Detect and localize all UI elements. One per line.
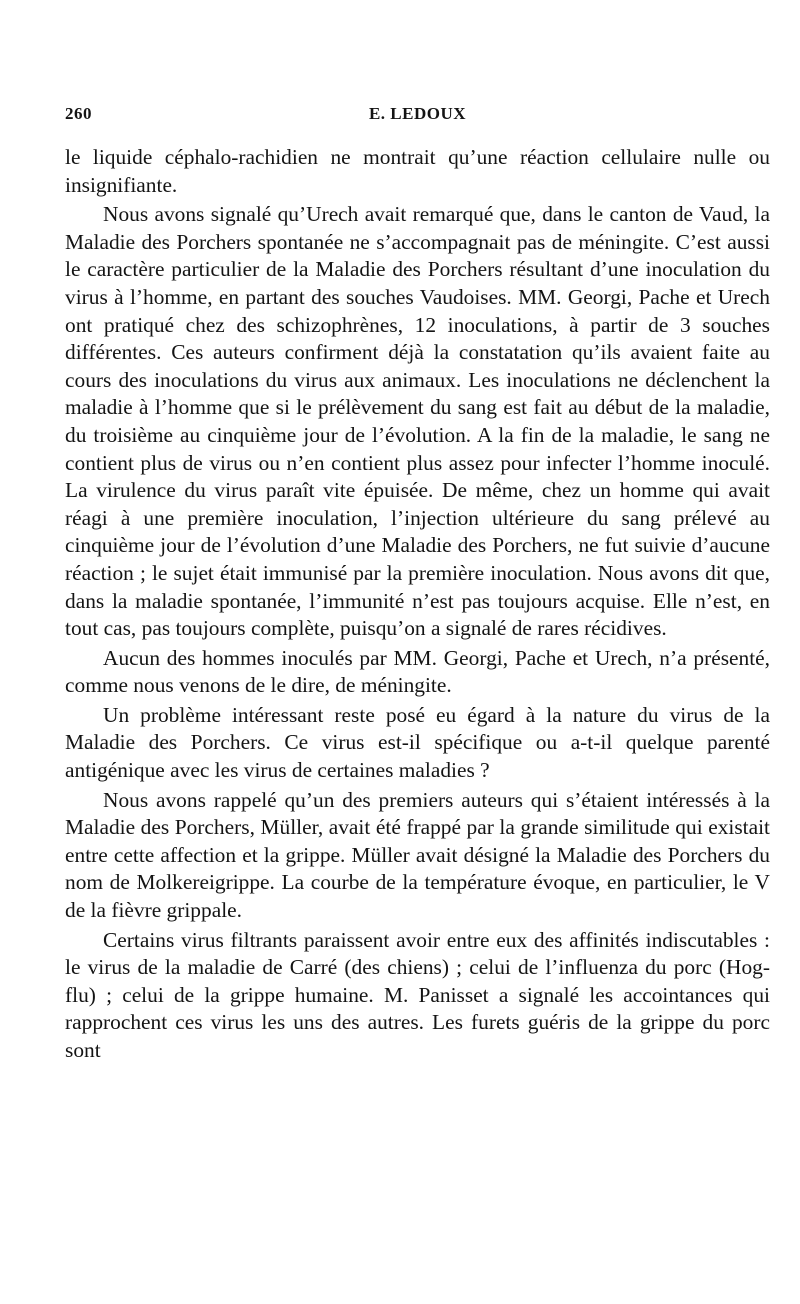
paragraph-5: Nous avons rappelé qu’un des premiers auteurs qui s’étaient intéressés à la Maladie des Porchers, Müller, avait été frappé par la grande similitude qui existait entre cette affection et la grippe. Müller avait désigné la Maladie des Porchers du nom de Molkereigrippe. La courbe de la température évoque, en particulier, le V de la fièvre grippale.	[65, 787, 770, 923]
paragraph-4: Un problème intéressant reste posé eu égard à la nature du virus de la Maladie des Porchers. Ce virus est-il spécifique ou a-t-il quelque parenté antigénique avec les virus de certaines maladies ?	[65, 702, 770, 783]
paragraph-3: Aucun des hommes inoculés par MM. Georgi, Pache et Urech, n’a présenté, comme nous venons de le dire, de méningite.	[65, 645, 770, 698]
body-text	[65, 144, 770, 1065]
paragraph-1: le liquide céphalo-rachidien ne montrait qu’une réaction cellulaire nulle ou insignifiante.	[65, 145, 770, 197]
running-head	[65, 100, 770, 130]
running-title: E. LEDOUX	[368, 104, 467, 123]
paragraph-2: Nous avons signalé qu’Urech avait remarqué que, dans le canton de Vaud, la Maladie des Porchers spontanée ne s’accompagnait pas de méningite. C’est aussi le caractère particulier de la Maladie des Porchers résultant d’une inoculation du virus à l’homme, en partant des souches Vaudoises. MM. Georgi, Pache et Urech ont pratiqué chez des schizophrènes, 12 inoculations, à partir de 3 souches différentes. Ces auteurs confirment déjà la constatation qu’ils avaient faite au cours des inoculations du virus aux animaux. Les inoculations ne déclenchent la maladie à l’homme que si le prélèvement du sang est fait au début de la maladie, du troisième au cinquième jour de l’évolution. A la fin de la maladie, le sang ne contient plus de virus ou n’en contient plus assez pour infecter l’homme inoculé. La virulence du virus paraît vite épuisée. De même, chez un homme qui avait réagi à une première inoculation, l’injection ultérieure du sang prélevé au cinquième jour de l’évolution d’une Maladie des Porchers, ne fut suivie d’aucune réaction ; le sujet était immunisé par la première inoculation. Nous avons dit que, dans la maladie spontanée, l’immunité n’est pas toujours acquise. Elle n’est, en tout cas, pas toujours complète, puisqu’on a signalé de rares récidives.	[65, 202, 770, 641]
paragraph-6: Certains virus filtrants paraissent avoir entre eux des affinités indiscutables : le virus de la maladie de Carré (des chiens) ; celui de l’influenza du porc (Hog-flu) ; celui de la grippe humaine. M. Panisset a signalé les accointances qui rapprochent ces virus les uns des autres. Les furets guéris de la grippe du porc sont	[65, 927, 770, 1062]
page-number: 260	[65, 104, 92, 123]
